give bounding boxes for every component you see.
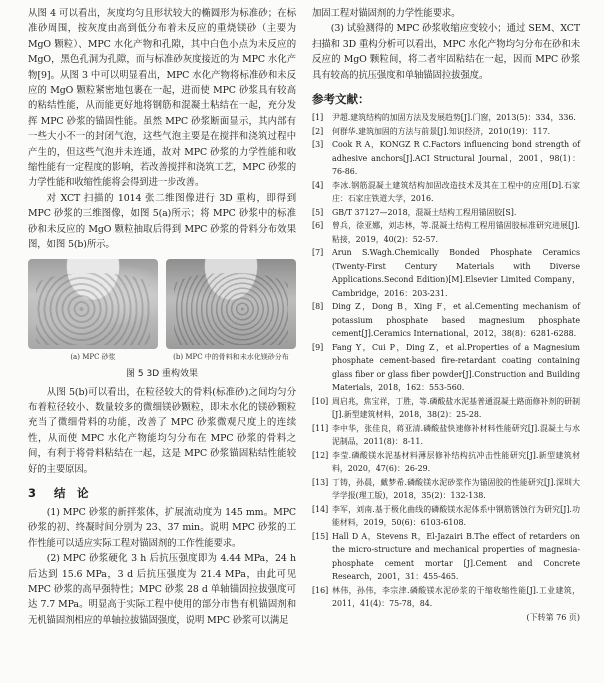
figure-5b xyxy=(166,259,296,362)
reference-list xyxy=(312,111,580,611)
reference-number: [13] xyxy=(312,477,329,487)
reference-text: 李军，刘南.基于极化曲线的磷酸镁水泥体系中钢筋锈蚀行为研究[J].功能材料，2019，50(6)：6103-6108. xyxy=(332,504,580,528)
reference-number: [2] xyxy=(312,126,324,136)
figure-5a xyxy=(28,259,158,362)
reference-item xyxy=(312,584,580,611)
reference-item xyxy=(312,341,580,395)
reference-number: [5] xyxy=(312,207,324,217)
body-paragraph: 从图 4 可以看出，灰度均匀且形状较大的椭圆形为标准砂；在标准砂周围，按灰度由高到低分布着未反应的重烧镁砂（主要为 MgO 颗粒）、MPC 水化产物和孔隙，其中白色小点为未反应的 MgO，黑色孔洞为孔隙，而与标准砂灰度接近的为 MPC 水化产物[9]。从图 3 中可以明显看出，MPC 水化产物将标准砂和未反应的 MgO 颗粒紧密地包裹在一起，进而使 MPC 砂浆具有较高的粘结性能，从而能更好地将钢筋和混凝土粘结在一起，充分发挥 MPC 砂浆的锚固性能。虽然 MPC 砂浆断面显示，其内部有一些大小不一的封闭气泡，这些气泡主要是在搅拌和浇筑过程中产生的，但这些气泡并未连通，故对 MPC 砂浆的力学性能和收缩性能有一定程度的影响，若改善搅拌和浇筑工艺，MPC 砂浆的力学性能和收缩性能将会得到进一步改善。 xyxy=(28,8,296,189)
reference-number: [11] xyxy=(312,423,329,433)
reference-item xyxy=(312,179,580,206)
reference-item xyxy=(312,138,580,179)
right-column xyxy=(312,6,580,624)
conclusion-paragraph: (3) 试验测得的 MPC 砂浆收缩应变较小；通过 SEM、XCT 扫描和 3D 重构分析可以看出，MPC 水化产物均匀分布在砂和未反应的 MgO 颗粒间，将二者牢固粘结在一起，因而 MPC 砂浆具有较高的抗压强度和单轴锚固拉拔强度。 xyxy=(312,23,580,81)
continued-note: (下转第 76 页) xyxy=(526,612,580,622)
reference-number: [7] xyxy=(312,248,324,258)
reference-text: Cook R A，KONGZ R C.Factors influencing bond strength of adhesive anchors[J].ACI Structural Journal，2001，98(1)：76-86. xyxy=(332,140,580,177)
reference-item xyxy=(312,111,580,125)
reference-number: [15] xyxy=(312,531,329,541)
conclusion-paragraph: (1) MPC 砂浆的新拌浆体，扩展流动度为 145 mm。MPC 砂浆的初、终凝时间分别为 23、37 min。说明 MPC 砂浆的工作性能可以适应实际工程对锚固剂的工作性能要求。 xyxy=(28,506,296,549)
reference-number: [9] xyxy=(312,342,324,352)
figure-caption: 图 5 3D 重构效果 xyxy=(126,368,198,379)
reference-item xyxy=(312,219,580,246)
reference-number: [4] xyxy=(312,180,324,190)
reference-item xyxy=(312,476,580,503)
reference-text: 周启兆，焦宝祥，丁胜，等.磷酸盐水泥基普通混凝土路面修补剂的研制[J].新型建筑材料，2018，38(2)：25-28. xyxy=(332,396,580,420)
subfigure-caption: (b) MPC 中的骨料和未水化镁砂分布 xyxy=(173,352,289,361)
reference-text: 何群华.建筑加固的方法与前景[J].知识经济，2010(19)：117. xyxy=(332,126,551,136)
reference-text: GB/T 37127—2018，混凝土结构工程用锚固胶[S]. xyxy=(332,207,517,217)
reference-item xyxy=(312,503,580,530)
reference-number: [14] xyxy=(312,504,329,514)
reference-item xyxy=(312,530,580,584)
left-column xyxy=(28,6,296,628)
reference-number: [3] xyxy=(312,140,324,150)
body-paragraph: 从图 5(b)可以看出，在粒径较大的骨料(标准砂)之间均匀分布着粒径较小、数量较多的微细镁砂颗粒，即未水化的镁砂颗粒充当了微细骨料的功能，改善了 MPC 砂浆微观尺度上的连续性，从而使 MPC 水化产物能均匀分布在 MPC 砂浆的骨料之间，有利于将骨料粘结在一起，这是 MPC 砂浆锚固粘结性能较好的主要原因。 xyxy=(28,386,296,475)
reference-item xyxy=(312,449,580,476)
reference-number: [10] xyxy=(312,396,329,406)
xct-3d-mortar-image xyxy=(28,259,158,349)
reference-number: [12] xyxy=(312,450,329,460)
reference-text: 李冰.钢筋混凝土建筑结构加固改造技术及其在工程中的应用[D].石家庄：石家庄铁道大学，2016. xyxy=(332,180,580,204)
reference-text: 丁铸，孙晨，戴梦希.磷酸镁水泥砂浆作为锚固胶的性能研究[J].深圳大学学报(理工版)，2018，35(2)：132-138. xyxy=(332,477,580,501)
reference-item xyxy=(312,422,580,449)
conclusion-paragraph: (2) MPC 砂浆硬化 3 h 后抗压强度即为 4.44 MPa，24 h 后达到 15.6 MPa，3 d 后抗压强度为 21.4 MPa，由此可见 MPC 砂浆的高早强特性；MPC 砂浆 28 d 单轴锚固拉拔强度可达 7.7 MPa。明显高于实际工程中使用的部分市售有机锚固剂和无机锚固剂相应的单轴拉拔锚固强度，说明 MPC 砂浆可以满足 xyxy=(28,553,296,626)
section-title: 结 论 xyxy=(54,485,89,500)
reference-text: 李中华，张佳良，蒋亚清.磷酸盐快速修补材料性能研究[J].混凝土与水泥制品，2011(8)：8-11. xyxy=(332,423,580,447)
reference-text: Arun S.Wagh.Chemically Bonded Phosphate Ceramics (Twenty-First Century Materials with Diverse Applications.Second Edition)[M].Elsevier Limited Company，Cambridge，2016：203-231. xyxy=(332,248,580,298)
reference-number: [6] xyxy=(312,221,324,231)
reference-number: [8] xyxy=(312,302,324,312)
reference-number: [16] xyxy=(312,585,329,595)
references-heading: 参考文献： xyxy=(312,92,370,107)
reference-number: [1] xyxy=(312,113,324,123)
reference-text: Ding Z，Dong B，Xing F，et al.Cementing mechanism of potassium phosphate based magnesium phosphate cement[J].Ceramics International，2012，38(8)：6281-6288. xyxy=(332,302,580,339)
xct-3d-aggregate-image xyxy=(166,259,296,349)
reference-text: 曾兵，徐亚娜，刘志林，等.混凝土结构工程用锚固胶标准研究进展[J].粘接，2019，40(2)：52-57. xyxy=(332,221,580,244)
reference-item xyxy=(312,246,580,300)
reference-text: 尹超.建筑结构的加固方法及发展趋势[J].门窗，2013(5)：334，336. xyxy=(332,113,576,123)
figure-5 xyxy=(28,259,296,362)
reference-item xyxy=(312,395,580,422)
body-paragraph: 对 XCT 扫描的 1014 张二维图像进行 3D 重构，即得到 MPC 砂浆的三维图像，如图 5(a)所示；将 MPC 砂浆中的标准砂和未反应的 MgO 颗粒抽取后得到 MPC 砂浆的骨料分布效果图，如图 5(b)所示。 xyxy=(28,192,296,251)
body-paragraph: 加固工程对锚固剂的力学性能要求。 xyxy=(312,8,461,19)
section-number: 3 xyxy=(28,485,37,500)
reference-item xyxy=(312,300,580,341)
section-heading xyxy=(28,485,296,501)
reference-text: Hall D A，Stevens R，El-Jazairi B.The effect of retarders on the micro-structure and mechanical properties of magnesia-phosphate cement mortar [J].Cement and Concrete Research，2001，31：455-465. xyxy=(332,531,580,582)
reference-item xyxy=(312,206,580,220)
reference-text: Fang Y，Cui P，Ding Z，et al.Properties of a Magnesium phosphate cement-based fire-retardant coating containing glass fiber or glass fiber powder[J].Construction and Building Materials，2018，162：553-560. xyxy=(332,342,580,393)
subfigure-caption: (a) MPC 砂浆 xyxy=(70,352,116,361)
reference-text: 李莹.磷酸镁水泥基材料薄层修补结构抗冲击性能研究[J].新型建筑材料，2020，47(6)：26-29. xyxy=(332,450,580,474)
reference-item xyxy=(312,125,580,139)
reference-text: 林伟，孙伟，李宗津.磷酸镁水泥砂浆的干缩收缩性能[J].工业建筑，2011，41(4)：75-78，84. xyxy=(332,585,580,609)
